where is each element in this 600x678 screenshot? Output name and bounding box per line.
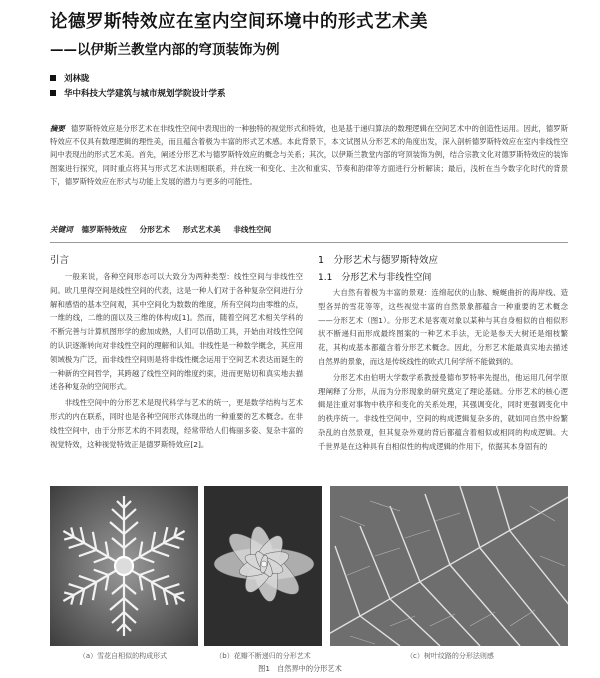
paper-title: 论德罗斯特效应在室内空间环境中的形式艺术美 [50, 12, 428, 32]
abstract-text: 德罗斯特效应是分形艺术在非线性空间中表现出的一种独特的视觉形式和特效，也是基于递归算法的数理逻辑在空间艺术中的创造性运用。因此，德罗斯特效应不仅具有数理逻辑的理性美，而且蕴含着极为丰富的形式艺术感。本此背景下，本文试图从分形艺术的角度出发，深入剖析德罗斯特效应在室内非线性空间中表现出的形式艺术美。首先，阐述分形艺术与德罗斯特效应的概念与关系；其次，以伊斯兰教堂内部的穹顶装饰为例，结合宗教文化对德罗斯特效应的装饰图案进行探究，同时重点将其与形式艺术法则相联系，并在统一和变化、主次和重实、节奏和韵律等方面进行分析解读；最后，浅析在当今数字化时代的背景下，德罗斯特效应在形式与功能上发展的潜力与更多的可能性。 [50, 124, 568, 186]
intro-paragraph: 非线性空间中的分形艺术是现代科学与艺术的统一，更是数学结构与艺术形式的内在联系，同时也是各种空间形式体现出的一种重要的艺术概念。在非线性空间中，由于分形艺术的不同表现，经常带给人们梅丽多姿、复杂丰富的视觉特效，这种视觉特效正是德罗斯特效应[2]。 [50, 398, 303, 449]
figure-leaf-veins-image [330, 486, 568, 646]
keyword: 德罗斯特效应 [81, 225, 127, 234]
figure-title: 图1 自然界中的分形艺术 [258, 664, 342, 673]
section1-paragraph: 分形艺术由伯明大学数学系教授曼德布罗特率先提出，他运用几何学原理阐释了分形，从而为分形现象的研究奠定了理论基础。分形艺术的核心逻辑是注重对事物中秩序和变化的关系处理，其强调变化，同时更强调变化中的秩序统一。非线性空间中，空间的构成逻辑复杂多的，就如同自然中纷繁杂乱的自然景观，但其复杂外观的背后都蕴含着相似或相同的构成逻辑。大千世界是在这种具有自相似性的构成逻辑的作用下，依据其本身固有的 [318, 372, 568, 451]
figure-caption: （a）雪花自相似的构成形式 [78, 652, 168, 660]
section1-subheading: 1.1 分形艺术与非线性空间 [318, 273, 432, 283]
keywords-line [50, 224, 568, 235]
author-name: 刘林陇 [64, 74, 90, 84]
abstract-block [50, 122, 568, 188]
intro-paragraph: 一般来说，各种空间形态可以大致分为两种类型：线性空间与非线性空间。欧几里得空间是线性空间的代表，这是一种人们对于各种复杂空间进行分解和感悟的基本空间观，其中空间化为数数的维度，所有空间均由零维的点，一维的线，二维的面以及三维的体构成[1]。然而，随着空间艺术相关学科的不断完善与计算机图形学的愈加成熟，人们可以借助工具，开始由对线性空间的认识逐渐转向对非线性空间的理解和认知。非线性是一种数学概念，其应用领域极为广泛，而非线性空间则是将非线性概念运用于空间艺术表达而诞生的一种新的空间哲学，其跨越了线性空间的维度约束，进而更贴切和真实地去描述各种复杂的空间形式。 [50, 272, 303, 392]
paper-subtitle: ——以伊斯兰教堂内部的穹顶装饰为例 [50, 42, 280, 58]
intro-column [50, 270, 303, 453]
keyword: 分形艺术 [139, 225, 171, 234]
keyword: 形式艺术美 [182, 225, 221, 234]
figure-caption: （c）树叶纹路的分形法则感 [406, 652, 494, 660]
intro-heading: 引言 [50, 255, 70, 266]
section1-column [318, 286, 568, 456]
section1-heading: 1 分形艺术与德罗斯特效应 [318, 255, 439, 266]
author-line [50, 72, 90, 84]
bullet-square-icon [50, 75, 56, 81]
keywords-label: 关键词 [50, 225, 73, 234]
keyword: 非线性空间 [233, 225, 272, 234]
divider [50, 242, 568, 243]
affiliation-line [50, 87, 226, 99]
figure-caption: （b）花瓣不断递归的分形艺术 [215, 652, 311, 660]
affiliation-text: 华中科技大学建筑与城市规划学院设计学系 [64, 89, 226, 99]
figure-spiral-flower-image [204, 486, 322, 646]
abstract-label: 摘要 [50, 124, 65, 133]
bullet-square-icon [50, 90, 56, 96]
section1-paragraph: 大自然有着极为丰富的景观：连绵起伏的山脉、蜿蜒曲折的海岸线、造型各异的雪花等等，这些视觉丰富的自然景象都蕴含一种重要的艺术概念——分形艺术（图1）。分形艺术是客观对象以某种与其自身相似的自相似形状不断递归而形成最终图案的一种艺术手法，无论是参天大树还是细枝繁花，其构成基本都蕴含着分形艺术概念。因此，分形艺术能最真实地去描述自然界的景象，而这是传统线性的欧式几何学所不能做到的。 [318, 288, 568, 366]
figure-snowflake-image [50, 486, 198, 646]
